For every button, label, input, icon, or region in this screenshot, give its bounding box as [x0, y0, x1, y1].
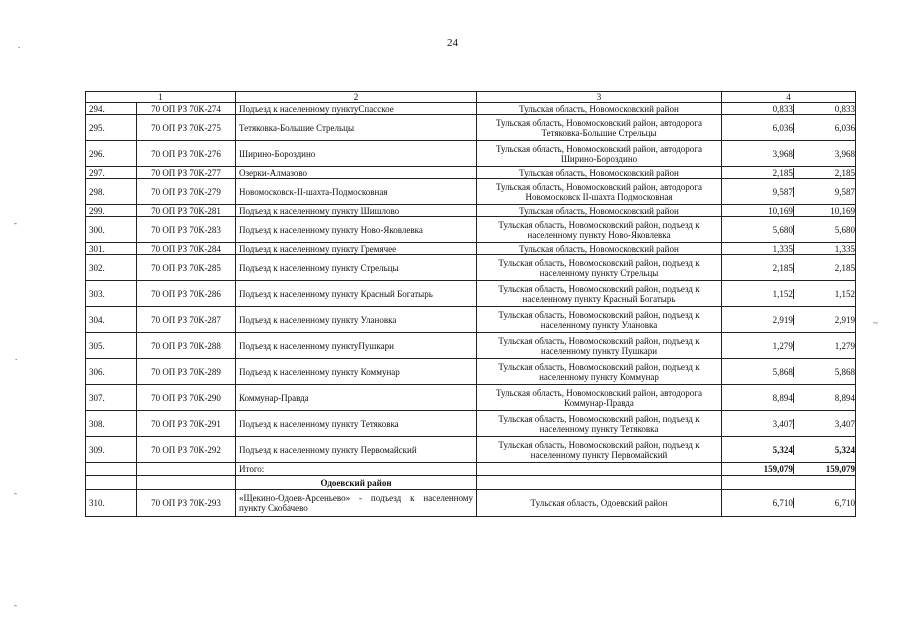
road-location: Тульская область, Одоевский район	[477, 490, 722, 517]
total-label: Итого:	[236, 463, 477, 476]
road-length-cell	[722, 255, 856, 281]
column-header-4: 4	[722, 92, 856, 103]
district-name: Одоевский район	[236, 476, 477, 490]
road-name: Ширино-Бороздино	[236, 141, 477, 167]
road-length-cell	[722, 359, 856, 385]
road-location: Тульская область, Новомосковский район, подъезд к населенному пункту Ново-Яковлевка	[477, 217, 722, 243]
row-number: 305.	[86, 333, 137, 359]
length-value-col3: 6,036	[722, 123, 794, 133]
road-code: 70 ОП РЗ 70К-275	[137, 115, 236, 141]
margin-mark: ~	[873, 318, 878, 328]
district-empty-loc	[477, 476, 722, 490]
length-value-col3: 3,407	[722, 419, 794, 429]
roads-table	[85, 91, 856, 517]
margin-mark: .	[18, 40, 21, 50]
row-number: 300.	[86, 217, 137, 243]
row-number: 298.	[86, 179, 137, 205]
table-row	[86, 205, 856, 217]
road-length-cell	[722, 179, 856, 205]
road-name: Коммунар-Правда	[236, 385, 477, 411]
total-row	[86, 463, 856, 476]
road-code: 70 ОП РЗ 70К-277	[137, 167, 236, 179]
road-name: Подъезд к населенному пункту Тетяковка	[236, 411, 477, 437]
road-name: Подъезд к населенному пункту Гремячее	[236, 243, 477, 255]
table-row	[86, 359, 856, 385]
road-code: 70 ОП РЗ 70К-286	[137, 281, 236, 307]
length-value-col3: 8,894	[722, 393, 794, 403]
length-value-col4: 5,324	[834, 444, 855, 455]
length-value-col4: 8,894	[834, 392, 855, 403]
road-name: Подъезд к населенному пункту Шишлово	[236, 205, 477, 217]
road-length-cell	[722, 141, 856, 167]
road-name: Тетяковка-Большие Стрельцы	[236, 115, 477, 141]
table-row	[86, 141, 856, 167]
length-value-col4: 10,169	[830, 205, 855, 216]
length-value-col4: 6,710	[834, 498, 855, 508]
road-length-cell	[722, 333, 856, 359]
road-name: Подъезд к населенному пункту Улановка	[236, 307, 477, 333]
table-row	[86, 490, 856, 517]
road-name: Новомосковск-II-шахта-Подмосковная	[236, 179, 477, 205]
length-value-col3: 10,169	[722, 206, 794, 216]
road-code: 70 ОП РЗ 70К-274	[137, 103, 236, 115]
road-name: Подъезд к населенному пункту Стрельцы	[236, 255, 477, 281]
margin-mark: -	[14, 218, 17, 228]
total-empty-loc	[477, 463, 722, 476]
district-empty-code	[137, 476, 236, 490]
length-value-col3: 2,185	[722, 263, 794, 273]
road-location: Тульская область, Новомосковский район	[477, 167, 722, 179]
road-code: 70 ОП РЗ 70К-289	[137, 359, 236, 385]
road-length-cell	[722, 205, 856, 217]
road-location: Тульская область, Новомосковский район, подъезд к населенному пункту Стрельцы	[477, 255, 722, 281]
road-length-cell	[722, 103, 856, 115]
table-row	[86, 411, 856, 437]
row-number: 302.	[86, 255, 137, 281]
road-length-cell	[722, 281, 856, 307]
page-number: 24	[447, 37, 458, 49]
road-location: Тульская область, Новомосковский район, подъезд к населенному пункту Красный Богатырь	[477, 281, 722, 307]
table-row	[86, 179, 856, 205]
row-number: 294.	[86, 103, 137, 115]
road-length-cell	[722, 411, 856, 437]
row-number: 308.	[86, 411, 137, 437]
road-location: Тульская область, Новомосковский район, автодорога Новомосковск II-шахта Подмосковная	[477, 179, 722, 205]
length-value-col4: 9,587	[834, 186, 855, 197]
road-length-cell	[722, 385, 856, 411]
row-number: 309.	[86, 437, 137, 463]
column-header-row	[86, 92, 856, 103]
table-row	[86, 437, 856, 463]
row-number: 295.	[86, 115, 137, 141]
total-empty-num	[86, 463, 137, 476]
margin-mark: -	[14, 488, 17, 498]
margin-mark: .	[15, 352, 18, 362]
table-row	[86, 307, 856, 333]
length-value-col4: 6,036	[834, 122, 855, 133]
table-row	[86, 385, 856, 411]
district-empty-num	[86, 476, 137, 490]
length-value-col4: 2,185	[834, 167, 855, 178]
length-value-col4: 3,407	[834, 418, 855, 429]
road-name: Подъезд к населенному пункту Красный Богатырь	[236, 281, 477, 307]
road-code: 70 ОП РЗ 70К-287	[137, 307, 236, 333]
road-code: 70 ОП РЗ 70К-284	[137, 243, 236, 255]
row-number: 310.	[86, 490, 137, 517]
row-number: 299.	[86, 205, 137, 217]
district-row	[86, 476, 856, 490]
length-value-col3: 159,079	[722, 464, 794, 474]
length-value-col4: 3,968	[834, 148, 855, 159]
row-number: 301.	[86, 243, 137, 255]
total-length-cell	[722, 463, 856, 476]
road-name: Подъезд к населенному пункту Коммунар	[236, 359, 477, 385]
length-value-col4: 1,152	[834, 288, 855, 299]
length-value-col3: 0,833	[722, 104, 794, 114]
road-location: Тульская область, Новомосковский район, подъезд к населенному пункту Улановка	[477, 307, 722, 333]
road-code: 70 ОП РЗ 70К-292	[137, 437, 236, 463]
column-header-2: 2	[236, 92, 477, 103]
length-value-col4: 159,079	[825, 464, 855, 474]
road-length-cell	[722, 115, 856, 141]
table-row	[86, 333, 856, 359]
table-row	[86, 103, 856, 115]
road-code: 70 ОП РЗ 70К-283	[137, 217, 236, 243]
road-location: Тульская область, Новомосковский район, автодорога Ширино-Бороздино	[477, 141, 722, 167]
length-value-col4: 1,279	[834, 340, 855, 351]
road-location: Тульская область, Новомосковский район, автодорога Коммунар-Правда	[477, 385, 722, 411]
length-value-col4: 2,185	[834, 262, 855, 273]
road-code: 70 ОП РЗ 70К-291	[137, 411, 236, 437]
road-name: Озерки-Алмазово	[236, 167, 477, 179]
road-length-cell	[722, 437, 856, 463]
length-value-col4: 5,868	[834, 366, 855, 377]
length-value-col3: 2,919	[722, 315, 794, 325]
row-number: 304.	[86, 307, 137, 333]
length-value-col3: 5,868	[722, 367, 794, 377]
row-number: 306.	[86, 359, 137, 385]
table-row	[86, 281, 856, 307]
road-code: 70 ОП РЗ 70К-290	[137, 385, 236, 411]
road-location: Тульская область, Новомосковский район, подъезд к населенному пункту Тетяковка	[477, 411, 722, 437]
table-row	[86, 115, 856, 141]
road-location: Тульская область, Новомосковский район, подъезд к населенному пункту Пушкари	[477, 333, 722, 359]
road-code: 70 ОП РЗ 70К-281	[137, 205, 236, 217]
length-value-col4: 5,680	[834, 224, 855, 235]
length-value-col3: 6,710	[722, 498, 794, 508]
length-value-col4: 2,919	[834, 314, 855, 325]
table-row	[86, 167, 856, 179]
length-value-col4: 0,833	[834, 103, 855, 114]
road-code: 70 ОП РЗ 70К-293	[137, 490, 236, 517]
road-length-cell	[722, 217, 856, 243]
road-code: 70 ОП РЗ 70К-285	[137, 255, 236, 281]
road-location: Тульская область, Новомосковский район	[477, 205, 722, 217]
table-row	[86, 243, 856, 255]
length-value-col3: 5,680	[722, 225, 794, 235]
district-empty-len	[722, 476, 856, 490]
road-name: Подъезд к населенному пунктуСпасское	[236, 103, 477, 115]
row-number: 307.	[86, 385, 137, 411]
road-code: 70 ОП РЗ 70К-288	[137, 333, 236, 359]
road-length-cell	[722, 307, 856, 333]
road-location: Тульская область, Новомосковский район, подъезд к населенному пункту Первомайский	[477, 437, 722, 463]
table-row	[86, 217, 856, 243]
length-value-col3: 9,587	[722, 187, 794, 197]
road-name: Подъезд к населенному пункту Первомайский	[236, 437, 477, 463]
length-value-col4: 1,335	[834, 243, 855, 254]
row-number: 303.	[86, 281, 137, 307]
road-code: 70 ОП РЗ 70К-276	[137, 141, 236, 167]
table-row	[86, 255, 856, 281]
total-empty-code	[137, 463, 236, 476]
length-value-col3: 1,152	[722, 289, 794, 299]
row-number: 297.	[86, 167, 137, 179]
row-number: 296.	[86, 141, 137, 167]
length-value-col3: 3,968	[722, 149, 794, 159]
road-length-cell	[722, 167, 856, 179]
length-value-col3: 1,279	[722, 341, 794, 351]
length-value-col3: 2,185	[722, 168, 794, 178]
margin-mark: -	[14, 600, 17, 610]
column-header-3: 3	[477, 92, 722, 103]
length-value-col3: 1,335	[722, 244, 794, 254]
length-value-col3: 5,324	[722, 445, 794, 455]
column-header-1: 1	[86, 92, 236, 103]
roads-table-body	[86, 92, 856, 517]
road-location: Тульская область, Новомосковский район	[477, 243, 722, 255]
road-length-cell	[722, 490, 856, 517]
road-location: Тульская область, Новомосковский район, автодорога Тетяковка-Большие Стрельцы	[477, 115, 722, 141]
road-location: Тульская область, Новомосковский район	[477, 103, 722, 115]
road-location: Тульская область, Новомосковский район, подъезд к населенному пункту Коммунар	[477, 359, 722, 385]
road-length-cell	[722, 243, 856, 255]
road-code: 70 ОП РЗ 70К-279	[137, 179, 236, 205]
road-name: Подъезд к населенному пункту Ново-Яковлевка	[236, 217, 477, 243]
road-name: Подъезд к населенному пунктуПушкари	[236, 333, 477, 359]
road-name: «Щекино-Одоев-Арсеньево» - подъезд к населенному пункту Скобачево	[236, 490, 477, 517]
